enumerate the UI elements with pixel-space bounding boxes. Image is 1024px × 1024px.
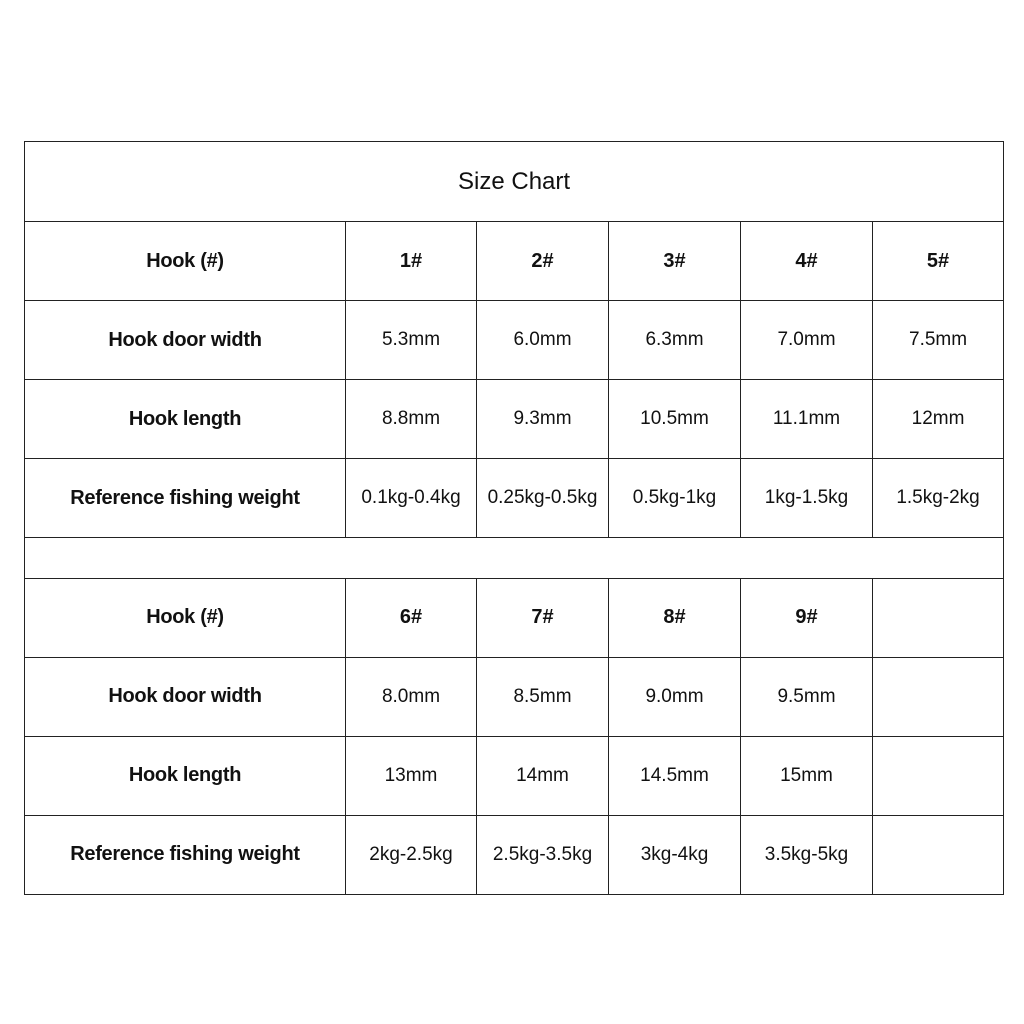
- weight-cell: 2kg-2.5kg: [346, 815, 477, 894]
- row-label-weight: Reference fishing weight: [25, 815, 346, 894]
- length-cell: 10.5mm: [609, 380, 741, 459]
- hook-size-cell: 6#: [346, 578, 477, 657]
- hook-size-cell: 2#: [477, 222, 609, 301]
- row-label-hook: Hook (#): [25, 222, 346, 301]
- door-width-cell: 5.3mm: [346, 301, 477, 380]
- weight-cell: 2.5kg-3.5kg: [477, 815, 609, 894]
- table-row-weight: [25, 459, 1004, 538]
- row-label-door-width: Hook door width: [25, 301, 346, 380]
- row-label-weight: Reference fishing weight: [25, 459, 346, 538]
- door-width-cell: [873, 657, 1004, 736]
- table-row-length: [25, 736, 1004, 815]
- length-cell: 12mm: [873, 380, 1004, 459]
- table-row-hook-size: [25, 222, 1004, 301]
- hook-size-cell: 4#: [741, 222, 873, 301]
- table-row-length: [25, 380, 1004, 459]
- row-label-door-width: Hook door width: [25, 657, 346, 736]
- table-spacer-row: [25, 538, 1004, 578]
- door-width-cell: 9.0mm: [609, 657, 741, 736]
- weight-cell: 1.5kg-2kg: [873, 459, 1004, 538]
- door-width-cell: 6.0mm: [477, 301, 609, 380]
- door-width-cell: 8.0mm: [346, 657, 477, 736]
- hook-size-cell: 7#: [477, 578, 609, 657]
- weight-cell: 3kg-4kg: [609, 815, 741, 894]
- length-cell: 13mm: [346, 736, 477, 815]
- row-label-length: Hook length: [25, 736, 346, 815]
- length-cell: 8.8mm: [346, 380, 477, 459]
- table-row-door-width: [25, 657, 1004, 736]
- hook-size-cell: 3#: [609, 222, 741, 301]
- hook-size-cell: 8#: [609, 578, 741, 657]
- length-cell: 9.3mm: [477, 380, 609, 459]
- table-row-door-width: [25, 301, 1004, 380]
- door-width-cell: 9.5mm: [741, 657, 873, 736]
- door-width-cell: 6.3mm: [609, 301, 741, 380]
- hook-size-cell: [873, 578, 1004, 657]
- length-cell: 15mm: [741, 736, 873, 815]
- length-cell: [873, 736, 1004, 815]
- length-cell: 14.5mm: [609, 736, 741, 815]
- weight-cell: 0.5kg-1kg: [609, 459, 741, 538]
- weight-cell: 3.5kg-5kg: [741, 815, 873, 894]
- hook-size-cell: 1#: [346, 222, 477, 301]
- weight-cell: [873, 815, 1004, 894]
- door-width-cell: 8.5mm: [477, 657, 609, 736]
- row-label-hook: Hook (#): [25, 578, 346, 657]
- weight-cell: 1kg-1.5kg: [741, 459, 873, 538]
- door-width-cell: 7.5mm: [873, 301, 1004, 380]
- hook-size-cell: 9#: [741, 578, 873, 657]
- weight-cell: 0.25kg-0.5kg: [477, 459, 609, 538]
- hook-size-cell: 5#: [873, 222, 1004, 301]
- door-width-cell: 7.0mm: [741, 301, 873, 380]
- size-chart-table: [24, 141, 1004, 895]
- spacer-cell: [25, 538, 1004, 578]
- table-row-weight: [25, 815, 1004, 894]
- chart-title: Size Chart: [25, 142, 1004, 222]
- length-cell: 11.1mm: [741, 380, 873, 459]
- row-label-length: Hook length: [25, 380, 346, 459]
- length-cell: 14mm: [477, 736, 609, 815]
- table-row-hook-size: [25, 578, 1004, 657]
- weight-cell: 0.1kg-0.4kg: [346, 459, 477, 538]
